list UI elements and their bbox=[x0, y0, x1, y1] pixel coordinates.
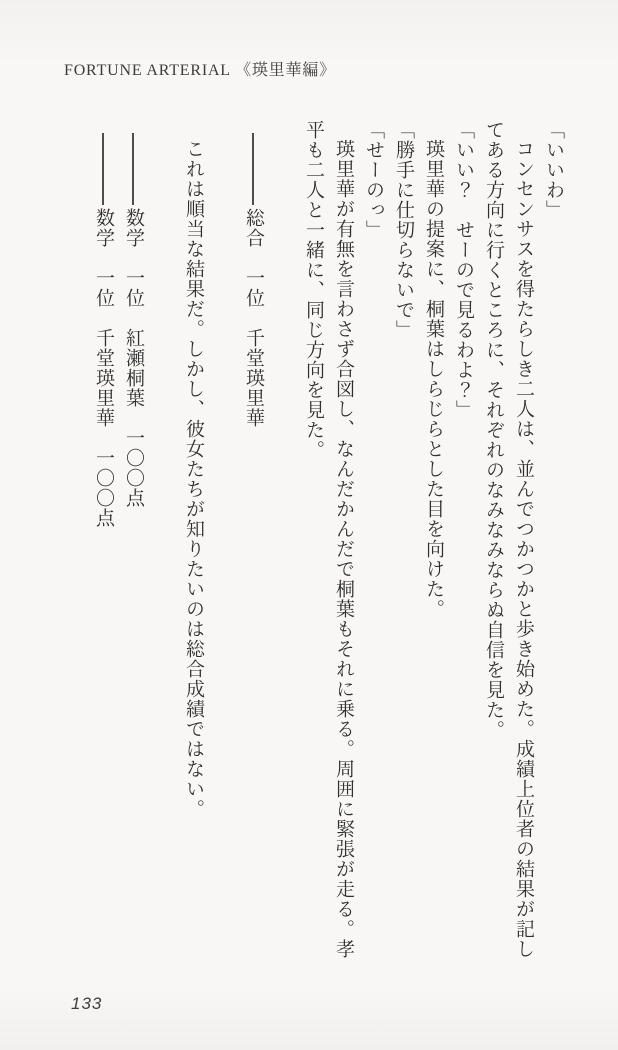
em-dash-rule bbox=[102, 133, 104, 205]
dialogue-line: 「いい？ せーので見るわよ？」 bbox=[453, 120, 474, 420]
result-text: 数学 一位 千堂瑛里華 一〇〇点 bbox=[93, 208, 114, 528]
narrative-paragraph: これは順当な結果だ。しかし、彼女たちが知りたいのは総合成績ではない。 bbox=[183, 139, 204, 819]
running-header: FORTUNE ARTERIAL 《瑛里華編》 bbox=[64, 62, 336, 79]
text-block bbox=[84, 120, 568, 962]
narrative-paragraph: 瑛里華が有無を言わさず合図し、なんだかんだで桐葉もそれに乗る。周囲に緊張が走る。孝平も二人と一緒に、同じ方向を見た。 bbox=[303, 120, 354, 959]
dialogue-line: 「せーのっ」 bbox=[363, 120, 384, 240]
dialogue-line: 「いいわ」 bbox=[543, 120, 564, 220]
result-line bbox=[238, 120, 268, 962]
em-dash-rule bbox=[252, 133, 254, 205]
page-number: 133 bbox=[71, 994, 103, 1013]
result-text: 数学 一位 紅瀬桐葉 一〇〇点 bbox=[123, 208, 144, 508]
result-text: 総合 一位 千堂瑛里華 bbox=[243, 208, 264, 428]
em-dash-rule bbox=[132, 133, 134, 205]
narrative-paragraph: 瑛里華の提案に、桐葉はしらじらとした目を向けた。 bbox=[423, 139, 444, 619]
result-line bbox=[88, 120, 118, 962]
narrative-paragraph: コンセンサスを得たらしき二人は、並んでつかつかと歩き始めた。成績上位者の結果が記してある方向に行くところに、それぞれのなみなみならぬ自信を見た。 bbox=[483, 120, 534, 959]
dialogue-line: 「勝手に仕切らないで」 bbox=[393, 120, 414, 340]
result-line bbox=[118, 120, 148, 962]
